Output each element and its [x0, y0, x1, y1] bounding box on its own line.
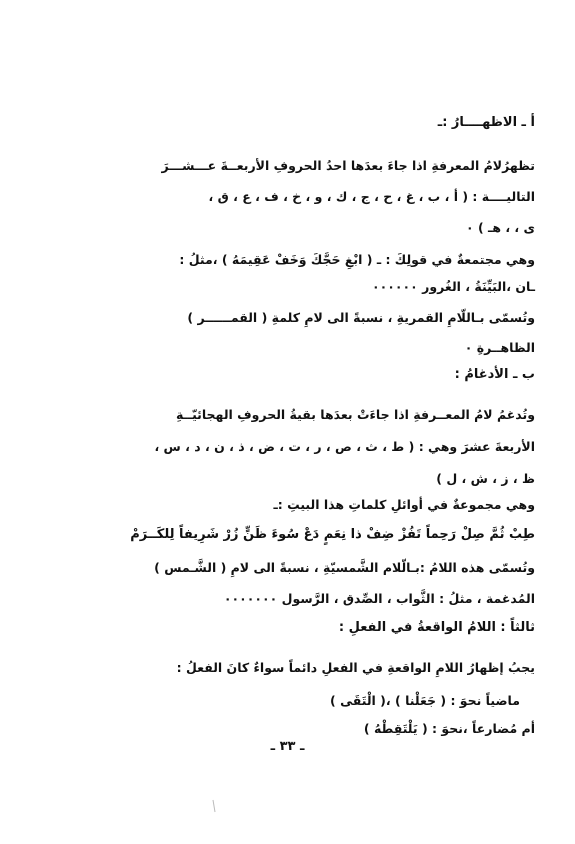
text-line: وتُسمّى هذه اللامُ :بـالّلام الشَّمسيّةِ ، نسبةً الى لامِ ( الشَّـمس ) — [154, 560, 535, 575]
text-line: وتُدغمُ لامُ المعــرفةِ اذا جاءَتْ بعدَها بقيةُ الحروفِ الهجائيّــةِ — [175, 407, 535, 422]
text-line: الظاهــرةِ ٠ — [464, 340, 535, 355]
page-number: ـ ٣٣ ـ — [270, 739, 305, 754]
text-line: التاليــــة : ( أ ، ب ، غ ، ح ، ج ، ك ، و ، خ ، ف ، ع ، ق ، — [208, 189, 535, 204]
section-heading-fiil: ثالثاً : اللامُ الواقعةُ في الفعلِ : — [338, 620, 535, 635]
text-line: المُدغمة ، مثلُ : الثَّواب ، الصِّدق ، الرَّسول ٠٠٠٠٠٠٠ — [223, 591, 535, 606]
text-line: ظ ، ز ، ش ، ل ) — [436, 471, 535, 486]
text-line: أم مُضارعاً ،نحوَ : ( يَلْتَقِطْهُ ) — [363, 721, 535, 736]
text-line: ـان ،البَيِّنَةُ ، الغُرور ٠٠٠٠٠٠ — [372, 279, 535, 294]
text-line: تظهرُلامُ المعرفةِ اذا جاءَ بعدَها احدُ الحروفِ الأربعــةَ عـــشـــرَ — [161, 158, 535, 173]
text-line: وهي مجموعةٌ في أوائلِ كلماتِ هذا البيتِ :ـ — [273, 497, 535, 512]
text-line: ى ، ، هـ ) ٠ — [465, 220, 535, 235]
text-line: وهي مجتمعةٌ في قولِكَ : ـ ( ابْغِ حَجَّكَ وَخَفْ عَقِيمَهُ ) ،مثلُ : — [179, 252, 535, 267]
text-line: يجبُ إظهارُ اللامِ الواقعةِ في الفعلِ دائماً سواءٌ كانَ الفعلُ : — [176, 660, 535, 675]
poem-verse: طِبْ ثُمَّ صِلْ رَحِماً تَفُزْ ضِفْ ذا نِعَمٍ دَعْ سُوءَ ظَنٍّ زُرْ شَرِيفاً لِلكَــرَمْ — [130, 527, 535, 542]
section-heading-idhar: أ ـ الاظهــــارُ :ـ — [437, 115, 535, 130]
section-heading-idgham: ب ـ الأدغامُ : — [454, 367, 535, 382]
text-line: ماضياً نحوَ : ( جَعَلْنا ) ،( الْتَقَى ) — [330, 693, 520, 708]
text-line: الأربعةَ عشرَ وهي : ( ط ، ث ، ص ، ر ، ت ، ض ، ذ ، ن ، د ، س ، — [154, 439, 535, 454]
text-line: وتُسمّى بـاللّامِ القمريةِ ، نسبةً الى لامِ كلمةِ ( القمــــــر ) — [187, 310, 535, 325]
